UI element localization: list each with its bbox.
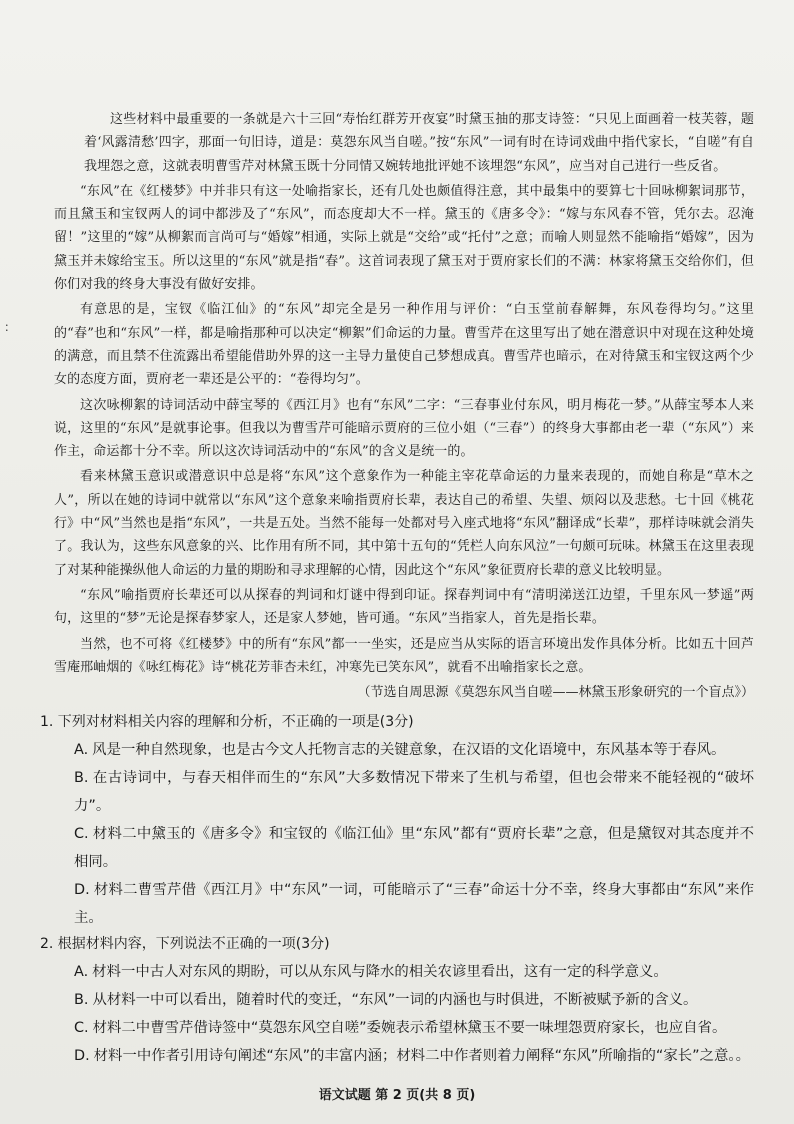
passage-source: （节选自周思源《莫怨东风当自嗟——林黛玉形象研究的一个盲点》） [357, 685, 754, 701]
passage-paragraph-3: 有意思的是，宝钗《临江仙》的“东风”却完全是另一种作用与评价：“白玉堂前春解舞，东风卷得均匀。”这里的“春”也和“东风”一样，都是喻指那种可以决定“柳絮”们命运的力量。曹雪芹在这里写出了她在潜意识中对现在这种处境的满意，而且禁不住流露出希望能借助外界的这一主导力量使自己梦想成真。曹雪芹也暗示，在对待黛玉和宝钗这两个少女的态度方面，贾府老一辈还是公平的：“卷得均匀”。 [54, 302, 754, 388]
question-1-option-c[interactable] [54, 820, 754, 876]
option-label: A. [74, 742, 89, 759]
passage-paragraph-2: “东风”在《红楼梦》中并非只有这一处喻指家长，还有几处也颇值得注意，其中最集中的要算七十回咏柳絮词那节，而且黛玉和宝钗两人的词中都涉及了“东风”，而态度却大不一样。黛玉的《唐多令》：“嫁与东风春不管，凭尔去。忍淹留！”这里的“嫁”从柳絮而言尚可与“婚嫁”相通，实际上就是“交给”或“托付”之意；而喻人则显然不能喻指“婚嫁”，因为黛玉并未嫁给宝玉。所以这里的“东风”就是指“春”。这首词表现了黛玉对于贾府家长们的不满：林家将黛玉交给你们，但你们对我的终身大事没有做好安排。 [54, 183, 754, 293]
question-1-option-d[interactable] [54, 876, 754, 932]
option-text: 从材料一中可以看出，随着时代的变迁，“东风”一词的内涵也与时俱进，不断被赋予新的含义。 [92, 992, 698, 1009]
question-2-option-a[interactable] [54, 958, 754, 986]
option-label: A. [74, 964, 89, 981]
question-2-stem: 2. 根据材料内容，下列说法不正确的一项(3分) [40, 936, 330, 953]
passage-paragraph-7: 当然，也不可将《红楼梦》中的所有“东风”都一一坐实，还是应当从实际的语言环境出发作具体分析。比如五十回芦雪庵邢岫烟的《咏红梅花》诗“桃花芳菲杏未红，冲寒先已笑东风”，就看不出喻指家长之意。 [54, 636, 754, 675]
question-1-option-a[interactable] [54, 736, 754, 764]
option-label: C. [74, 1020, 89, 1037]
reading-passage [54, 108, 754, 704]
questions-section [40, 710, 754, 1070]
passage-paragraph-1: 这些材料中最重要的一条就是六十三回“寿怡红群芳开夜宴”时黛玉抽的那支诗签：“只见上面画着一枝芙蓉，题着‘风露清愁’四字，那面一句旧诗，道是：莫怨东风当自嗟。”按“东风”一词有时在诗词戏曲中指代家长，“自嗟”有自我埋怨之意，这就表明曹雪芹对林黛玉既十分同情又婉转地批评她不该埋怨“东风”，应当对自己进行一些反省。 [84, 112, 754, 174]
option-text: 风是一种自然现象，也是古今文人托物言志的关键意象，在汉语的文化语境中，东风基本等于春风。 [92, 742, 726, 759]
option-label: C. [74, 826, 89, 843]
passage-paragraph-5: 看来林黛玉意识或潜意识中总是将“东风”这个意象作为一种能主宰花草命运的力量来表现的，而她自称是“草木之人”，所以在她的诗词中就常以“东风”这个意象来喻指贾府长辈，表达自己的希望、失望、烦闷以及悲愁。七十回《桃花行》中“风”当然也是指“东风”，一共是五处。当然不能每一处都对号入座式地将“东风”翻译成“长辈”，那样诗味就会消失了。我认为，这些东风意象的兴、比作用有所不同，其中第十五句的“凭栏人向东风泣”一句颇可玩味。林黛玉在这里表现了对某种能操纵他人命运的力量的期盼和寻求理解的心情，因此这个“东风”象征贾府长辈的意义比较明显。 [54, 469, 754, 578]
option-label: D. [74, 1048, 90, 1065]
question-2-option-c[interactable] [54, 1014, 754, 1042]
option-text: 材料二中黛玉的《唐多令》和宝钗的《临江仙》里“东风”都有“贾府长辈”之意，但是黛钗对其态度并不相同。 [74, 826, 754, 871]
question-2-option-d[interactable] [54, 1042, 754, 1070]
option-text: 在古诗词中，与春天相伴而生的“东风”大多数情况下带来了生机与希望，但也会带来不能轻视的“破坏力”。 [74, 770, 754, 815]
passage-paragraph-4: 这次咏柳絮的诗词活动中薛宝琴的《西江月》也有“东风”二字：“三春事业付东风，明月梅花一梦。”从薛宝琴本人来说，这里的“东风”是就事论事。但我以为曹雪芹可能暗示贾府的三位小姐（“三春”）的终身大事都由老一辈（“东风”）来作主，命运都十分不幸。所以这次诗词活动中的“东风”的含义是统一的。 [54, 397, 754, 460]
question-1 [40, 710, 754, 932]
question-2 [40, 932, 754, 1070]
question-1-stem: 1. 下列对材料相关内容的理解和分析，不正确的一项是(3分) [40, 714, 414, 731]
option-label: B. [74, 992, 89, 1009]
binding-edge-mark: ： [4, 320, 17, 334]
option-text: 材料二曹雪芹借《西江月》中“东风”一词，可能暗示了“三春”命运十分不幸，终身大事都由“东风”来作主。 [74, 882, 754, 927]
question-2-option-b[interactable] [54, 986, 754, 1014]
page-footer: 语文试题 第 2 页(共 8 页) [318, 1088, 476, 1103]
option-label: D. [74, 882, 90, 899]
option-text: 材料一中作者引用诗句阐述“东风”的丰富内涵；材料二中作者则着力阐释“东风”所喻指的“家长”之意。。 [93, 1048, 750, 1065]
option-text: 材料一中古人对东风的期盼，可以从东风与降水的相关农谚里看出，这有一定的科学意义。 [92, 964, 668, 981]
option-label: B. [74, 770, 89, 787]
option-text: 材料二中曹雪芹借诗签中“莫怨东风空自嗟”委婉表示希望林黛玉不要一味埋怨贾府家长，也应自省。 [92, 1020, 727, 1037]
question-1-option-b[interactable] [54, 764, 754, 820]
passage-paragraph-6: “东风”喻指贾府长辈还可以从探春的判词和灯谜中得到印证。探春判词中有“清明涕送江边望，千里东风一梦遥”两句，这里的“梦”无论是探春梦家人，还是家人梦她，皆可通。“东风”当指家人，首先是指长辈。 [54, 587, 754, 627]
